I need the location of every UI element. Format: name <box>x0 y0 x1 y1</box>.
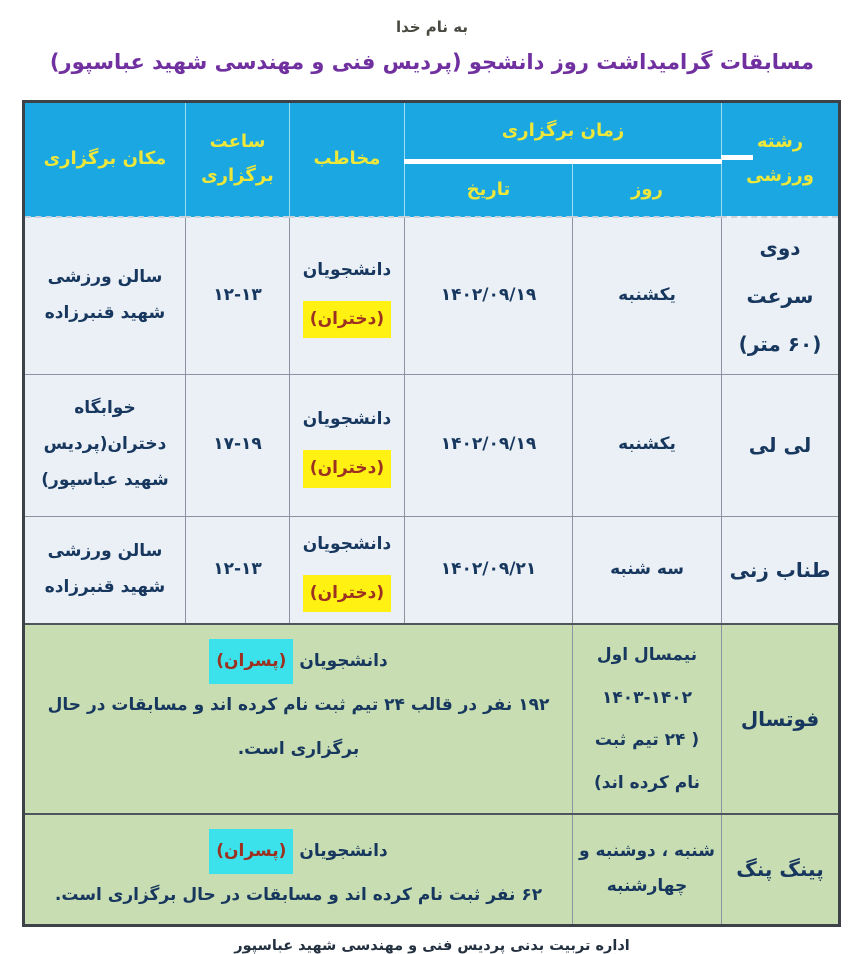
sport-name-line1: دوی سرعت <box>746 235 814 308</box>
schedule-line: نیمسال اول <box>596 645 698 665</box>
cell-details <box>23 814 572 925</box>
audience-line <box>29 829 568 874</box>
schedule-line: ( ۲۴ تیم ثبت <box>594 730 700 750</box>
cell-audience <box>289 374 404 516</box>
cell-sport <box>722 217 840 375</box>
header-date: تاریخ <box>404 162 572 217</box>
bismillah-text: به نام خدا <box>395 18 469 36</box>
cell-day: سه شنبه <box>573 516 722 624</box>
schedule-line <box>577 677 717 720</box>
cell-day: یکشنبه <box>573 217 722 375</box>
cell-sport: فوتسال <box>722 624 840 814</box>
cell-venue: خوابگاه دختران(پردیس شهید عباسپور) <box>23 374 185 516</box>
cell-hours <box>185 217 289 375</box>
table-row-leyli <box>23 374 839 516</box>
cell-details <box>23 624 572 814</box>
audience-label: دانشجویان <box>299 841 388 861</box>
cell-date <box>404 516 572 624</box>
date-value: ۱۴۰۲/۰۹/۲۱ <box>440 558 537 579</box>
header-hours: ساعت برگزاری <box>185 102 289 217</box>
hours-value: ۱۲-۱۳ <box>213 558 262 579</box>
header-sport: رشته ورزشی <box>722 102 840 217</box>
audience-label: دانشجویان <box>299 651 388 671</box>
cell-sport: طناب زنی <box>722 516 840 624</box>
cell-hours <box>185 516 289 624</box>
header-day: روز <box>573 162 722 217</box>
header-venue: مکان برگزاری <box>23 102 185 217</box>
audience-highlight: (دختران) <box>303 575 391 613</box>
audience-highlight: (پسران) <box>209 639 293 684</box>
audience-label: دانشجویان <box>302 409 392 430</box>
cell-audience <box>289 516 404 624</box>
footer-text: اداره تربیت بدنی پردیس فنی و مهندسی شهید عباسپور <box>234 937 630 954</box>
cell-sport: پینگ پنگ <box>722 814 840 925</box>
table-row-pingpong <box>23 814 839 925</box>
audience-highlight: (پسران) <box>209 829 293 874</box>
cell-date <box>404 217 572 375</box>
date-value: ۱۴۰۲/۰۹/۱۹ <box>440 434 537 455</box>
audience-label: دانشجویان <box>302 534 392 555</box>
cell-sport: لی لی <box>722 374 840 516</box>
schedule-table <box>22 100 841 927</box>
cell-hours <box>185 374 289 516</box>
hours-value: ۱۲-۱۳ <box>213 284 262 305</box>
registration-status: ۶۲ نفر ثبت نام کرده اند و مسابقات در حال برگزاری است. <box>54 885 543 906</box>
cell-venue: سالن ورزشی شهید قنبرزاده <box>23 516 185 624</box>
audience-highlight: (دختران) <box>303 301 391 339</box>
audience-label: دانشجویان <box>302 259 392 280</box>
cell-venue: سالن ورزشی شهید قنبرزاده <box>23 217 185 375</box>
schedule-line: نام کرده اند) <box>593 772 701 793</box>
cell-day: یکشنبه <box>573 374 722 516</box>
page-title: مسابقات گرامیداشت روز دانشجو (پردیس فنی و مهندسی شهید عباسپور) <box>49 50 815 74</box>
table-row-futsal <box>23 624 839 814</box>
cell-schedule <box>573 624 722 814</box>
table-row-rope <box>23 516 839 624</box>
table-row-sprint <box>23 217 839 375</box>
audience-highlight: (دختران) <box>303 450 391 488</box>
registration-status: ۱۹۲ نفر در قالب ۲۴ تیم ثبت نام کرده اند و مسابقات در حال برگزاری است. <box>47 695 550 759</box>
cell-date <box>404 374 572 516</box>
header-audience: مخاطب <box>289 102 404 217</box>
cell-schedule: شنبه ، دوشنبه و چهارشنبه <box>573 814 722 925</box>
cell-audience <box>289 217 404 375</box>
date-value: ۱۴۰۲/۰۹/۱۹ <box>440 284 537 305</box>
header-time-group: زمان برگزاری <box>404 102 721 162</box>
sport-name-line2: (۶۰ متر) <box>738 331 822 356</box>
audience-line <box>29 639 568 684</box>
hours-value: ۱۷-۱۹ <box>213 434 262 455</box>
year-range: ۱۴۰۳-۱۴۰۲ <box>601 687 693 708</box>
